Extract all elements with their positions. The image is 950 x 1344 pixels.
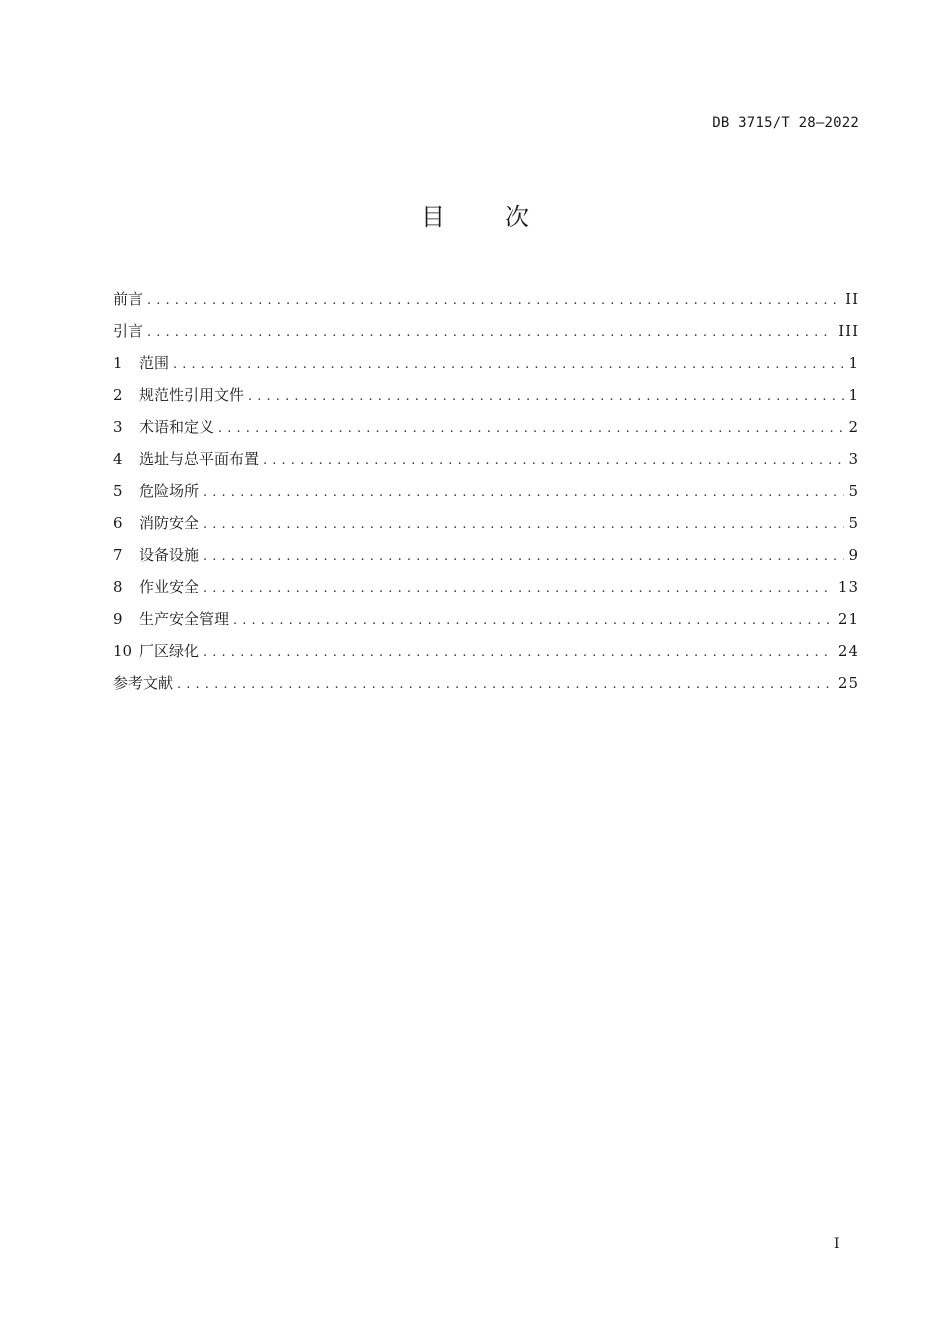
toc-entry-number: 3 (113, 418, 123, 436)
table-of-contents (113, 283, 859, 699)
toc-entry-label: 范围 (139, 354, 170, 372)
toc-entry-normative-references[interactable] (113, 379, 859, 411)
toc-entry-number: 8 (113, 578, 123, 596)
toc-dot-leader (147, 317, 834, 349)
toc-entry-page: 25 (837, 674, 859, 692)
toc-entry-scope[interactable] (113, 347, 859, 379)
toc-entry-introduction[interactable] (113, 315, 859, 347)
toc-entry-bibliography[interactable] (113, 667, 859, 699)
toc-entry-label: 术语和定义 (139, 418, 215, 436)
toc-title (0, 200, 950, 234)
toc-entry-page: 1 (848, 354, 859, 372)
page-number: I (834, 1236, 840, 1252)
toc-entry-operation-safety[interactable] (113, 571, 859, 603)
toc-entry-hazardous-areas[interactable] (113, 475, 859, 507)
toc-entry-number: 7 (113, 546, 123, 564)
toc-entry-label: 厂区绿化 (139, 642, 200, 660)
toc-dot-leader (203, 573, 834, 605)
toc-entry-label: 作业安全 (139, 578, 200, 596)
toc-entry-number: 5 (113, 482, 123, 500)
toc-entry-page: 21 (837, 610, 859, 628)
toc-dot-leader (147, 285, 841, 317)
toc-entry-equipment-facilities[interactable] (113, 539, 859, 571)
toc-dot-leader (233, 605, 834, 637)
toc-entry-number: 9 (113, 610, 123, 628)
toc-entry-page: 3 (848, 450, 859, 468)
toc-dot-leader (203, 541, 844, 573)
toc-title-part2: 次 (505, 203, 529, 231)
toc-entry-page: III (838, 322, 859, 340)
toc-dot-leader (248, 381, 844, 413)
document-code: DB 3715/T 28—2022 (712, 115, 859, 131)
toc-entry-label: 规范性引用文件 (139, 386, 245, 404)
toc-title-part1: 目 (421, 203, 445, 231)
toc-entry-site-layout[interactable] (113, 443, 859, 475)
toc-dot-leader (203, 637, 834, 669)
toc-entry-fire-safety[interactable] (113, 507, 859, 539)
toc-dot-leader (203, 477, 844, 509)
toc-entry-label: 设备设施 (139, 546, 200, 564)
toc-entry-plant-greening[interactable] (113, 635, 859, 667)
toc-entry-number: 1 (113, 354, 123, 372)
toc-dot-leader (177, 669, 834, 701)
toc-dot-leader (263, 445, 844, 477)
toc-entry-label: 消防安全 (139, 514, 200, 532)
toc-entry-number: 6 (113, 514, 123, 532)
toc-entry-page: 5 (848, 514, 859, 532)
toc-entry-terms-definitions[interactable] (113, 411, 859, 443)
toc-entry-label: 参考文献 (113, 674, 174, 692)
toc-entry-page: 24 (837, 642, 859, 660)
toc-entry-label: 前言 (113, 290, 144, 308)
toc-entry-foreword[interactable] (113, 283, 859, 315)
toc-dot-leader (203, 509, 844, 541)
toc-entry-production-safety-management[interactable] (113, 603, 859, 635)
toc-entry-label: 选址与总平面布置 (139, 450, 260, 468)
toc-entry-label: 引言 (113, 322, 144, 340)
toc-entry-page: 9 (848, 546, 859, 564)
toc-entry-page: II (845, 290, 859, 308)
toc-dot-leader (218, 413, 844, 445)
toc-entry-number: 2 (113, 386, 123, 404)
toc-entry-number: 10 (113, 642, 133, 660)
toc-entry-page: 2 (848, 418, 859, 436)
toc-dot-leader (173, 349, 844, 381)
toc-entry-label: 生产安全管理 (139, 610, 230, 628)
toc-entry-page: 5 (848, 482, 859, 500)
toc-entry-label: 危险场所 (139, 482, 200, 500)
toc-entry-page: 13 (837, 578, 859, 596)
toc-entry-number: 4 (113, 450, 123, 468)
toc-entry-page: 1 (848, 386, 859, 404)
